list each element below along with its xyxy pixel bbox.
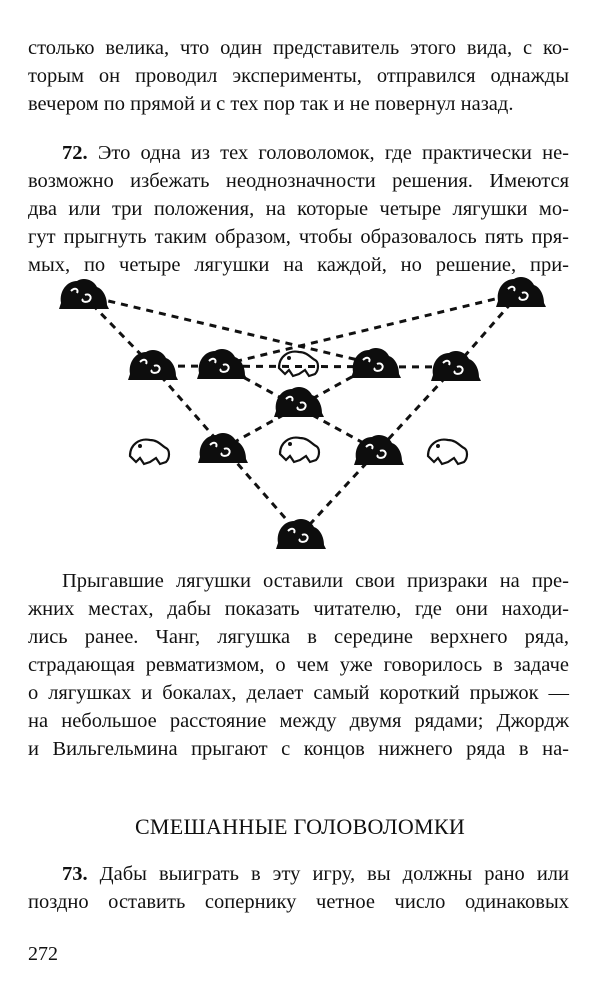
frogs [59, 277, 546, 549]
text-line: гут прыгнуть таким образом, чтобы образовалось пять пря- [28, 226, 569, 248]
text-line: возможно избежать неоднозначности решения. Имеются [28, 170, 569, 192]
page-number: 272 [28, 943, 58, 965]
text-line: поздно оставить сопернику четное число одинаковых [28, 891, 569, 913]
frog-diagram [0, 270, 600, 560]
text-line: вечером по прямой и с тех пор так и не повернул назад. [28, 93, 514, 115]
text-line: два или три положения, на которые четыре лягушки мо- [28, 198, 569, 220]
text-line: на небольшое расстояние между двумя рядами; Джордж [28, 710, 569, 732]
section-heading: СМЕШАННЫЕ ГОЛОВОЛОМКИ [134, 814, 466, 839]
text-line: страдающая ревматизмом, о чем уже говорилось в задаче [28, 654, 569, 676]
problem-73-first-line: 73. Дабы выиграть в эту игру, вы должны рано или [62, 863, 569, 885]
text-line: мых, по четыре лягушки на каждой, но решение, при- [28, 254, 569, 276]
text-line: столько велика, что один представитель этого вида, с ко- [28, 37, 569, 59]
problem-72-first-line: 72. Это одна из тех головоломок, где практически не- [62, 142, 570, 164]
problem-number: 73. [62, 863, 88, 885]
text-line: лись ранее. Чанг, лягушка в середине верхнего ряда, [28, 626, 569, 648]
problem-number: 72. [62, 142, 88, 164]
text-line: Прыгавшие лягушки оставили свои призраки на пре- [62, 570, 569, 592]
text-line: жних местах, дабы показать читателю, где они находи- [28, 598, 569, 620]
text-line: торым он проводил эксперименты, отправился однажды [28, 65, 569, 87]
text-line: и Вильгельмина прыгают с концов нижнего ряда в на- [28, 738, 569, 760]
text-line: о лягушках и бокалах, делает самый короткий прыжок — [28, 682, 569, 704]
